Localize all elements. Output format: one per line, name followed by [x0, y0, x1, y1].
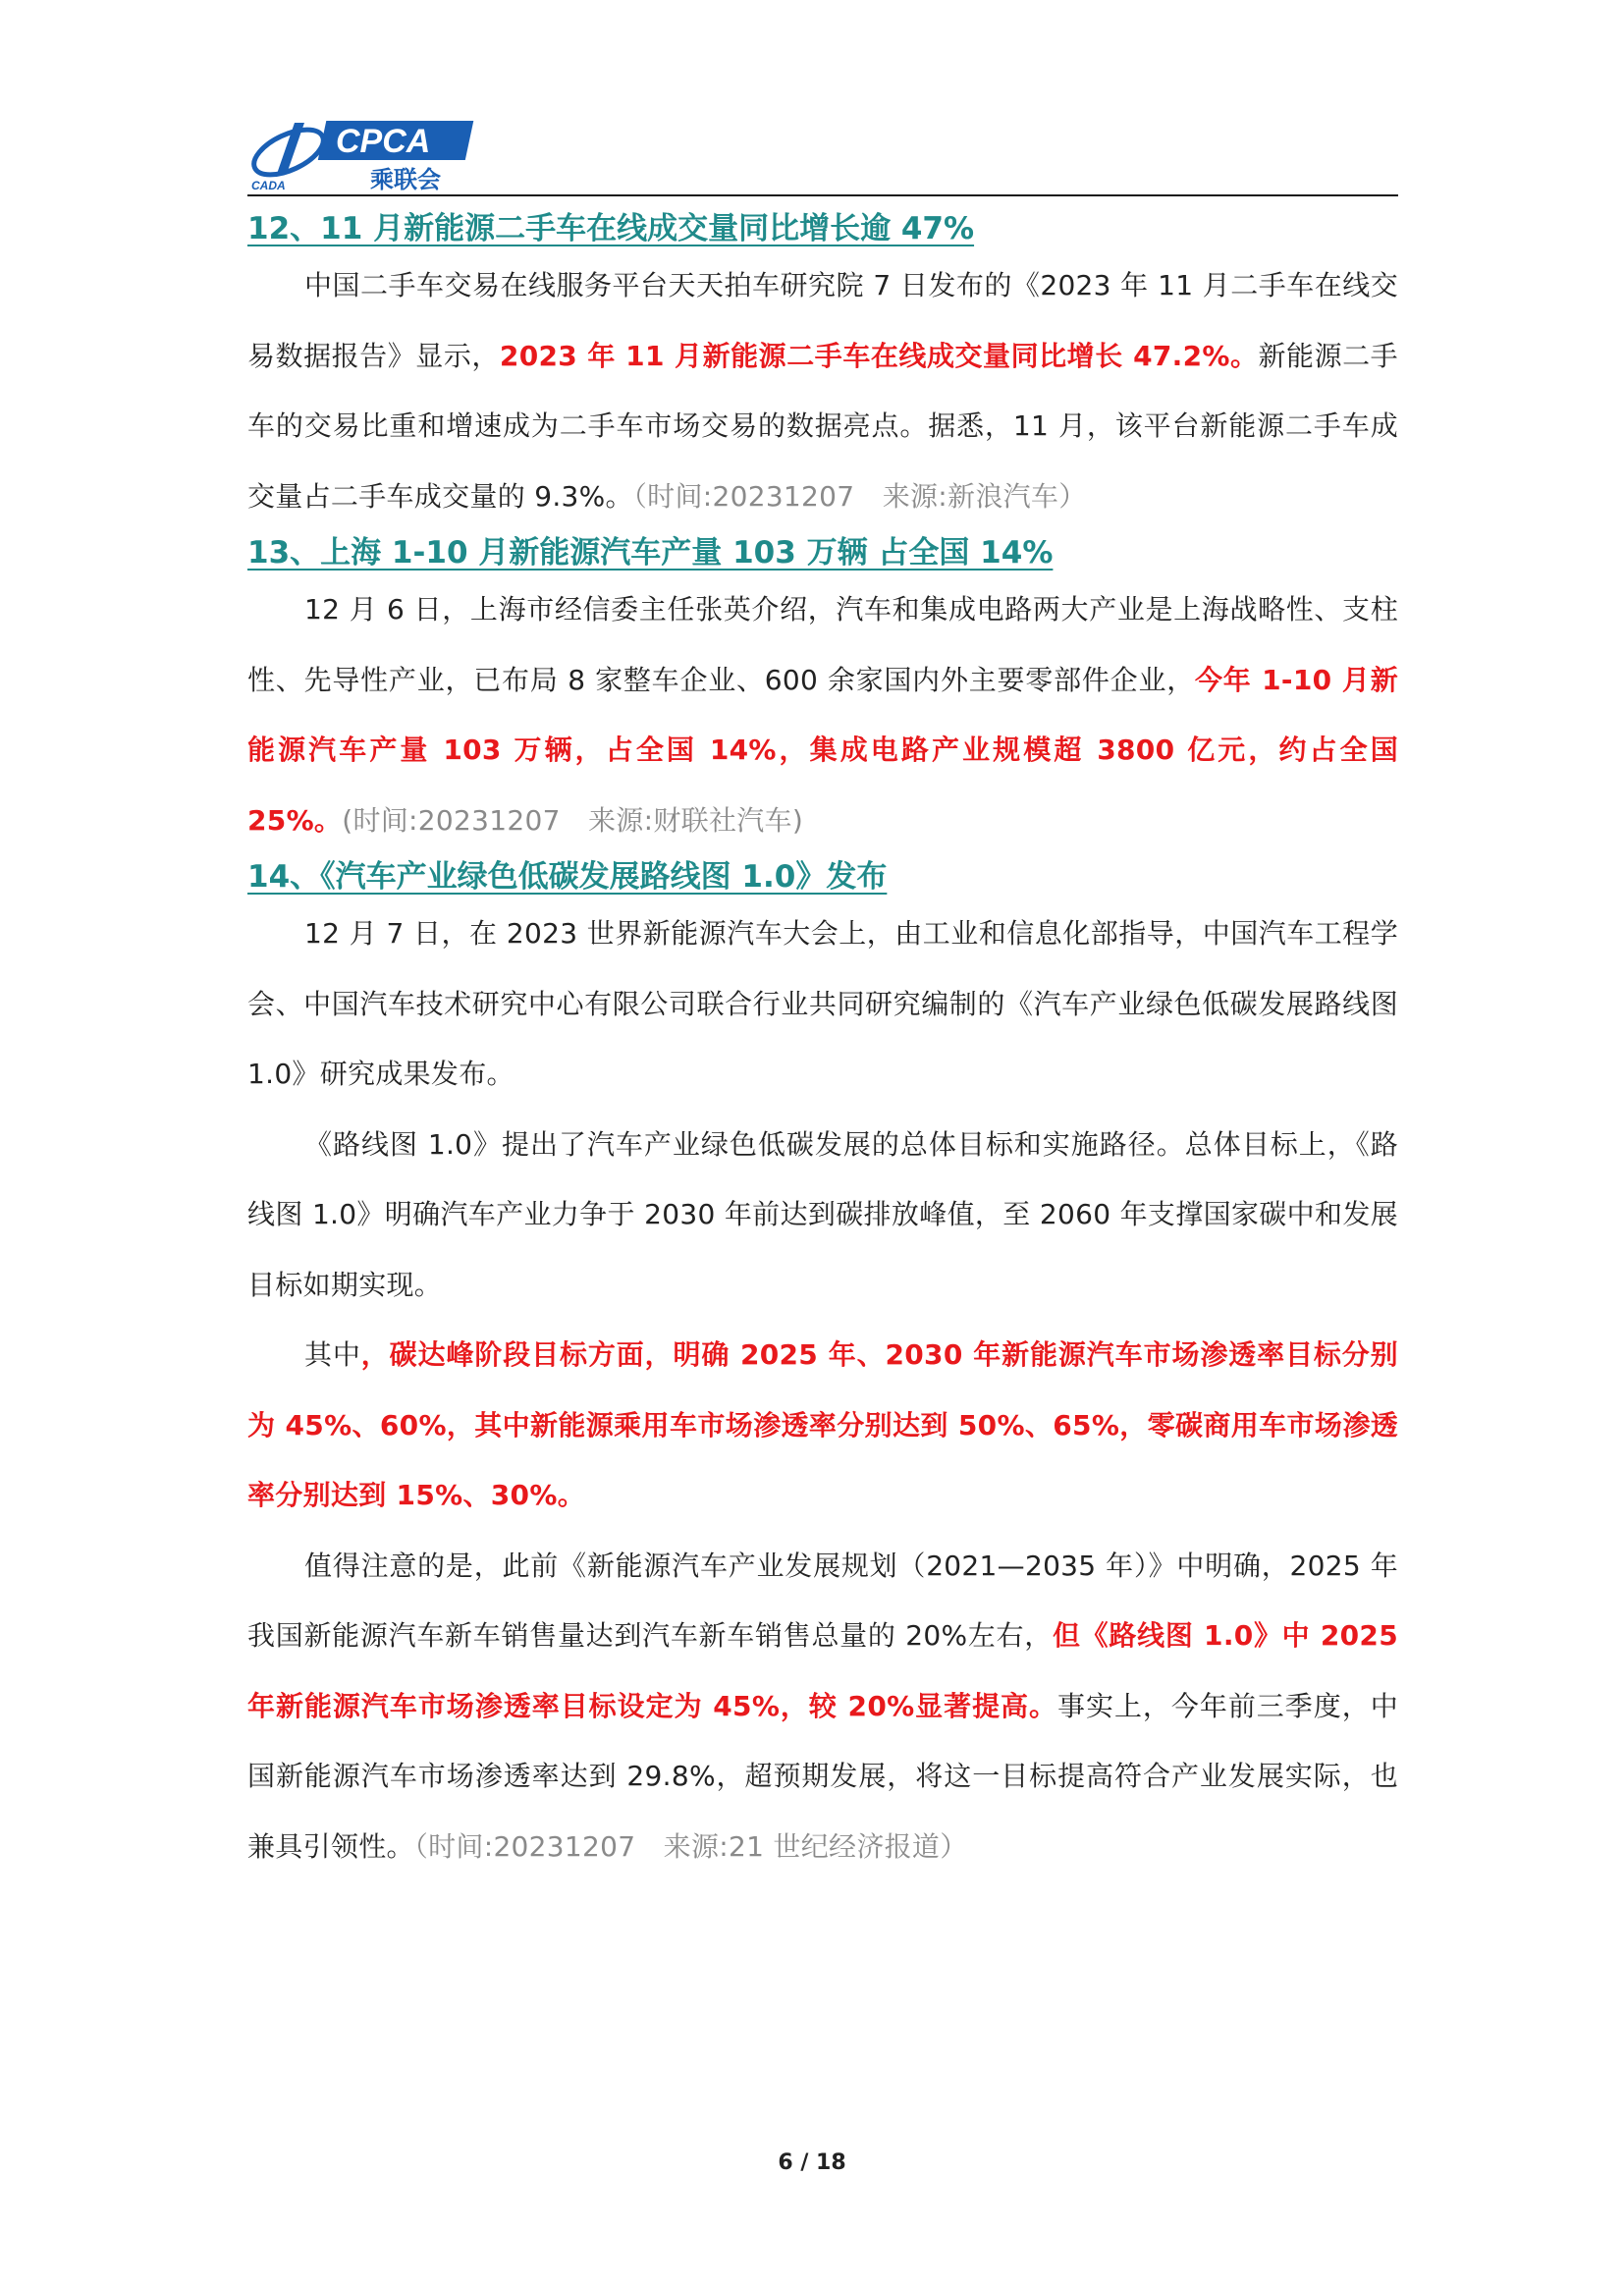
highlight-text: 2023 年 11 月新能源二手车在线成交量同比增长 47.2%。	[499, 339, 1259, 372]
highlight-text: 今年 1-10 月新能源汽车产量 103 万辆，占全国 14%，集成电路产业规模超 3800 亿元，约占全国 25%。	[247, 663, 1398, 837]
text: 其中	[304, 1338, 361, 1371]
highlight-text: 但《路线图 1.0》中 2025 年新能源汽车市场渗透率目标设定为 45%，较 20%显著提高。	[247, 1619, 1398, 1722]
logo-small-text: CADA	[251, 179, 286, 191]
text: 值得注意的是，此前《新能源汽车产业发展规划（2021—2035 年）》中明确，2025 年我国新能源汽车新车销售量达到汽车新车销售总量的 20%左右，	[247, 1549, 1398, 1652]
source-meta: （时间:20231207 来源:21 世纪经济报道）	[413, 1829, 968, 1863]
text: 中国二手车交易在线服务平台天天拍车研究院 7 日发布的《2023 年 11 月二手车在线交易数据报告》显示，	[247, 269, 1398, 372]
section-heading-13: 13、上海 1-10 月新能源汽车产量 103 万辆 占全国 14%	[247, 535, 1054, 571]
section-heading-12: 12、11 月新能源二手车在线成交量同比增长逾 47%	[247, 211, 975, 246]
text: 新能源二手车的交易比重和增速成为二手车市场交易的数据亮点。据悉，11 月，该平台新能源二手车成交量占二手车成交量的 9.3%。	[247, 339, 1398, 513]
source-meta: (时间:20231207 来源:财联社汽车)	[342, 803, 804, 837]
logo-subtext: 乘联会	[370, 166, 441, 191]
logo-text: CPCA	[336, 123, 431, 160]
section-14-paragraph-1: 12 月 7 日，在 2023 世界新能源汽车大会上，由工业和信息化部指导，中国汽车工程学会、中国汽车技术研究中心有限公司联合行业共同研究编制的《汽车产业绿色低碳发展路线图 1.0》研究成果发布。	[247, 917, 1398, 1090]
section-14-paragraph-2: 《路线图 1.0》提出了汽车产业绿色低碳发展的总体目标和实施路径。总体目标上，《路线图 1.0》明确汽车产业力争于 2030 年前达到碳排放峰值，至 2060 年支撑国家碳中和发展目标如期实现。	[247, 1127, 1398, 1301]
section-14-paragraph-3	[247, 1320, 1398, 1531]
header-rule	[247, 194, 1398, 196]
text: 12 月 6 日，上海市经信委主任张英介绍，汽车和集成电路两大产业是上海战略性、支柱性、先导性产业，已布局 8 家整车企业、600 余家国内外主要零部件企业，	[247, 593, 1398, 696]
page-header	[247, 113, 1398, 196]
section-12-paragraph	[247, 250, 1398, 531]
page-content	[247, 201, 1398, 1881]
text: 事实上，今年前三季度，中国新能源汽车市场渗透率达到 29.8%，超预期发展，将这一目标提高符合产业发展实际，也兼具引领性。	[247, 1689, 1398, 1863]
section-14-paragraph-4	[247, 1531, 1398, 1882]
highlight-text: ，碳达峰阶段目标方面，明确 2025 年、2030 年新能源汽车市场渗透率目标分别为 45%、60%，其中新能源乘用车市场渗透率分别达到 50%、65%，零碳商用车市场渗透率分别达到 15%、30%。	[247, 1338, 1398, 1511]
source-meta: （时间:20231207 来源:新浪汽车）	[632, 479, 1087, 513]
section-heading-14: 14、《汽车产业绿色低碳发展路线图 1.0》发布	[247, 859, 888, 895]
cpca-logo	[247, 113, 483, 191]
section-13-paragraph	[247, 574, 1398, 855]
page-number: 6 / 18	[778, 2150, 846, 2175]
